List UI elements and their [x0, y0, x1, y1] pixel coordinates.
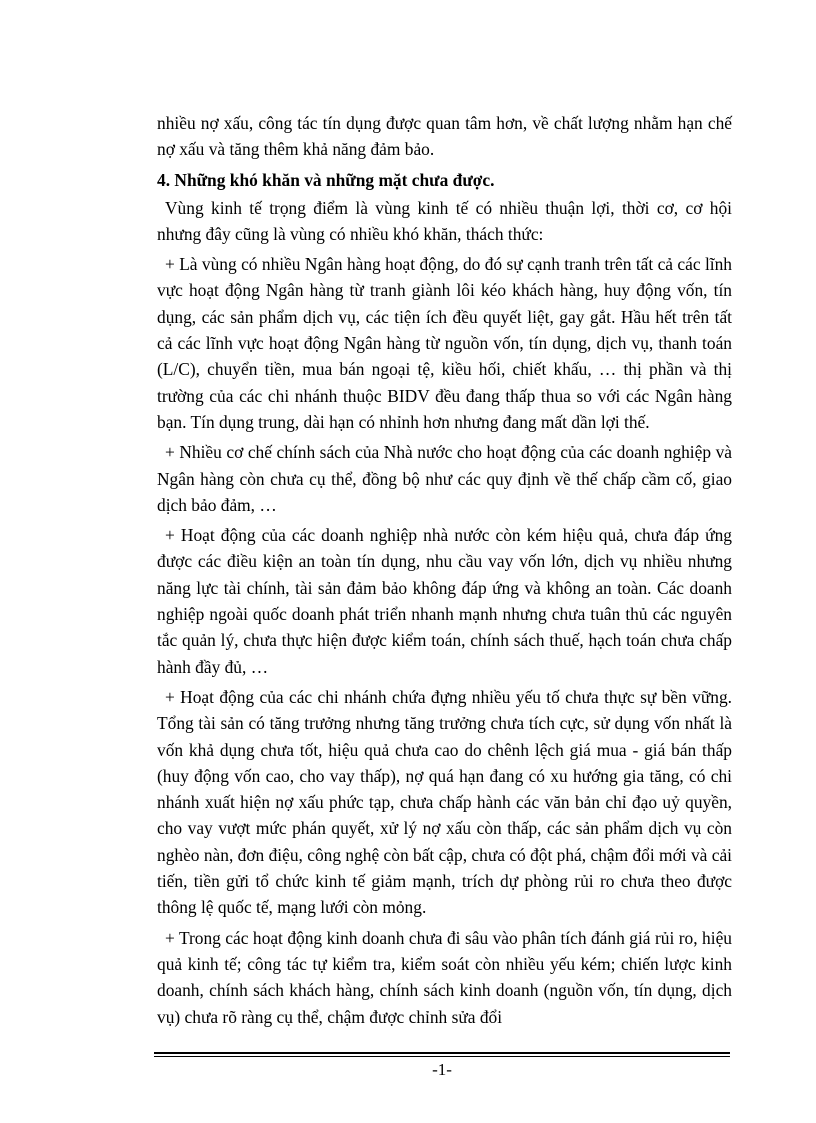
paragraph-continuation: nhiều nợ xấu, công tác tín dụng được quan tâm hơn, về chất lượng nhằm hạn chế nợ xấu và tăng thêm khả năng đảm bảo. — [157, 113, 732, 160]
paragraph-competition: + Là vùng có nhiều Ngân hàng hoạt động, do đó sự cạnh tranh trên tất cả các lĩnh vực hoạt động Ngân hàng từ tranh giành lôi kéo khách hàng, huy động vốn, tín dụng, các sản phẩm dịch vụ, các tiện ích đều quyết liệt, gay gắt. Hầu hết trên tất cả các lĩnh vực hoạt động Ngân hàng từ nguồn vốn, tín dụng, dịch vụ, thanh toán (L/C), chuyển tiền, mua bán ngoại tệ, kiều hối, chiết khấu, … thị phần và thị trường của các chi nhánh thuộc BIDV đều đang thấp thua so với các Ngân hàng bạn. Tín dụng trung, dài hạn có nhỉnh hơn nhưng đang mất dần lợi thế. — [157, 254, 732, 432]
page-number: -1- — [432, 1060, 452, 1079]
footer-divider — [154, 1052, 730, 1057]
paragraph-enterprises: + Hoạt động của các doanh nghiệp nhà nước còn kém hiệu quả, chưa đáp ứng được các điều kiện an toàn tín dụng, nhu cầu vay vốn lớn, dịch vụ nhiều nhưng năng lực tài chính, tài sản đảm bảo không đáp ứng và không an toàn. Các doanh nghiệp ngoài quốc doanh phát triển nhanh mạnh nhưng chưa tuân thủ các nguyên tắc quản lý, chưa thực hiện được kiểm toán, chính sách thuế, hạch toán chưa chấp hành đầy đủ, … — [157, 525, 732, 677]
paragraph-business: + Trong các hoạt động kinh doanh chưa đi sâu vào phân tích đánh giá rủi ro, hiệu quả kinh tế; công tác tự kiểm tra, kiểm soát còn nhiều yếu kém; chiến lược kinh doanh, chính sách khách hàng, chính sách kinh doanh (nguồn vốn, tín dụng, dịch vụ) chưa rõ ràng cụ thể, chậm được chỉnh sửa đổi — [157, 927, 732, 1027]
paragraph-policy: + Nhiều cơ chế chính sách của Nhà nước cho hoạt động của các doanh nghiệp và Ngân hàng còn chưa cụ thể, đồng bộ như các quy định về thế chấp cầm cố, giao dịch bảo đảm, … — [157, 442, 732, 515]
paragraph-intro: Vùng kinh tế trọng điểm là vùng kinh tế có nhiều thuận lợi, thời cơ, cơ hội nhưng đây cũng là vùng có nhiều khó khăn, thách thức: — [157, 197, 732, 244]
paragraph-branches: + Hoạt động của các chi nhánh chứa đựng nhiều yếu tố chưa thực sự bền vững. Tổng tài sản có tăng trưởng nhưng tăng trưởng chưa tích cực, sử dụng vốn nhất là vốn khả dụng chưa tốt, hiệu quả chưa cao do chênh lệch giá mua - giá bán thấp (huy động vốn cao, cho vay thấp), nợ quá hạn đang có xu hướng gia tăng, có chi nhánh xuất hiện nợ xấu phức tạp, chưa chấp hành các văn bản chỉ đạo uỷ quyền, cho vay vượt mức phán quyết, xử lý nợ xấu còn thấp, các sản phẩm dịch vụ còn nghèo nàn, đơn điệu, công nghệ còn bất cập, chưa có đột phá, chậm đổi mới và cải tiến, tiền gửi tổ chức kinh tế giảm mạnh, trích dự phòng rủi ro chưa theo được thông lệ quốc tế, mạng lưới còn mỏng. — [157, 686, 732, 918]
section-heading: 4. Những khó khăn và những mặt chưa được. — [157, 169, 495, 190]
document-body — [157, 110, 732, 1034]
